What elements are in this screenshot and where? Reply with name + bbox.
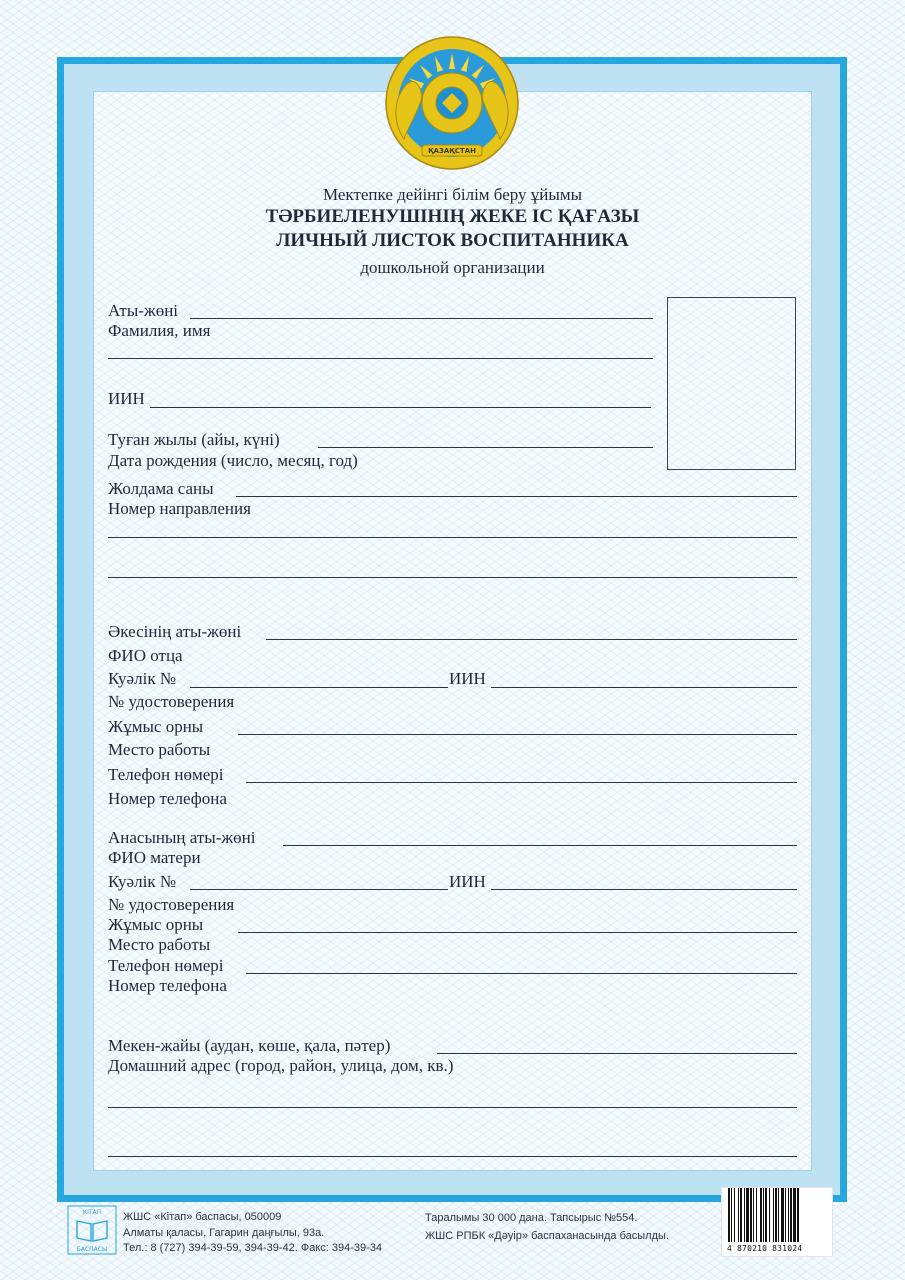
father-name-field[interactable]	[266, 639, 797, 640]
child-birth-field[interactable]	[318, 447, 653, 448]
mother-work-field[interactable]	[238, 932, 797, 933]
address-field-2[interactable]	[108, 1107, 797, 1108]
child-name-field-2[interactable]	[108, 358, 653, 359]
mother-phone-field[interactable]	[246, 973, 797, 974]
header-title-kz: ТӘРБИЕЛЕНУШІНІҢ ЖЕКЕ ІС ҚАҒАЗЫ	[265, 206, 640, 227]
father-id-label-ru: № удостоверения	[108, 692, 235, 711]
photo-box[interactable]	[667, 297, 796, 470]
logo-bottom-text: БАСПАСЫ	[76, 1246, 108, 1253]
child-birth-label-ru: Дата рождения (число, месяц, год)	[108, 451, 358, 470]
father-work-label-ru: Место работы	[108, 740, 211, 759]
child-name-label-kz: Аты-жөні	[108, 301, 179, 320]
address-field-3[interactable]	[108, 1156, 797, 1157]
mother-name-label-ru: ФИО матери	[108, 848, 201, 867]
barcode-number: 4 870210 831024	[727, 1244, 803, 1253]
publisher-line-2: Алматы қаласы, Гагарин даңғылы, 93а.	[123, 1227, 325, 1239]
father-phone-field[interactable]	[246, 782, 797, 783]
publisher-book-logo-icon	[67, 1205, 117, 1255]
address-label-ru: Домашний адрес (город, район, улица, дом, кв.)	[108, 1056, 454, 1075]
child-iin-field[interactable]	[150, 407, 651, 408]
father-id-field[interactable]	[190, 687, 448, 688]
father-phone-label-ru: Номер телефона	[108, 789, 227, 808]
mother-phone-label-kz: Телефон нөмері	[108, 956, 224, 975]
header-title-ru: ЛИЧНЫЙ ЛИСТОК ВОСПИТАННИКА	[276, 230, 629, 251]
mother-work-label-ru: Место работы	[108, 935, 211, 954]
father-iin-field[interactable]	[491, 687, 797, 688]
publisher-line-1: ЖШС «Кітап» баспасы, 050009	[123, 1211, 282, 1223]
address-field[interactable]	[437, 1053, 797, 1054]
mother-id-field[interactable]	[190, 889, 448, 890]
logo-top-text: КІТАП	[82, 1209, 102, 1216]
child-birth-label-kz: Туған жылы (айы, күні)	[108, 430, 280, 449]
mother-iin-field[interactable]	[491, 889, 797, 890]
father-phone-label-kz: Телефон нөмері	[108, 765, 224, 784]
mother-id-label-ru: № удостоверения	[108, 895, 235, 914]
mother-name-label-kz: Анасының аты-жөні	[108, 828, 256, 847]
father-name-label-ru: ФИО отца	[108, 646, 183, 665]
print-line-2: ЖШС РПБК «Дәуір» баспаханасында басылды.	[425, 1230, 669, 1242]
father-id-label-kz: Куәлік №	[108, 669, 177, 688]
mother-phone-label-ru: Номер телефона	[108, 976, 227, 995]
mother-name-field[interactable]	[283, 845, 797, 846]
child-referral-label-ru: Номер направления	[108, 499, 251, 518]
father-iin-label: ИИН	[449, 669, 486, 688]
father-work-label-kz: Жұмыс орны	[108, 717, 204, 736]
child-referral-field[interactable]	[236, 496, 797, 497]
child-referral-field-3[interactable]	[108, 577, 797, 578]
child-iin-label: ИИН	[108, 389, 145, 408]
child-referral-label-kz: Жолдама саны	[108, 479, 214, 498]
father-name-label-kz: Әкесінің аты-жөні	[108, 622, 242, 641]
state-emblem-icon	[384, 35, 520, 171]
mother-id-label-kz: Куәлік №	[108, 872, 177, 891]
emblem-text: ҚАЗАҚСТАН	[428, 147, 476, 155]
print-line-1: Таралымы 30 000 дана. Тапсырыс №554.	[425, 1212, 638, 1224]
header-subtitle-ru: дошкольной организации	[360, 258, 545, 277]
publisher-line-3: Тел.: 8 (727) 394-39-59, 394-39-42. Факс: 394-39-34	[123, 1242, 383, 1254]
barcode-icon	[727, 1188, 825, 1242]
mother-work-label-kz: Жұмыс орны	[108, 915, 204, 934]
header-org-type: Мектепке дейінгі білім беру ұйымы	[322, 185, 583, 204]
child-referral-field-2[interactable]	[108, 537, 797, 538]
child-name-field[interactable]	[190, 318, 653, 319]
address-label-kz: Мекен-жайы (аудан, көше, қала, пәтер)	[108, 1036, 391, 1055]
father-work-field[interactable]	[238, 734, 797, 735]
child-name-label-ru: Фамилия, имя	[108, 321, 211, 340]
mother-iin-label: ИИН	[449, 872, 486, 891]
